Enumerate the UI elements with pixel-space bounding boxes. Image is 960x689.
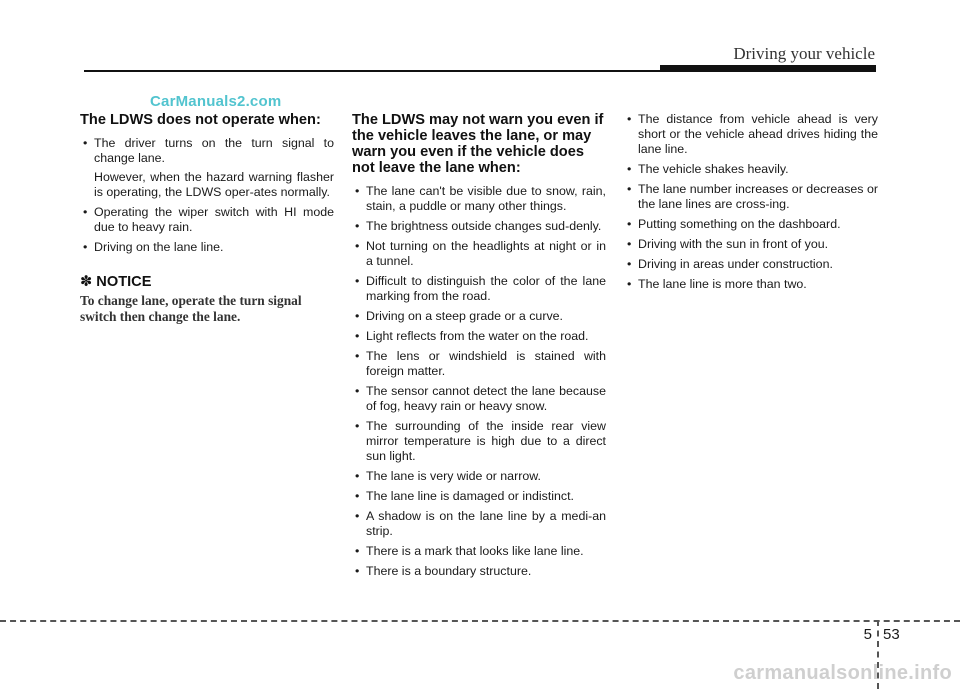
list-item — [352, 349, 606, 379]
list-item-text: Operating the wiper switch with HI mode due to heavy rain. — [94, 205, 334, 234]
list-item-text: The lane number increases or decreases or the lane lines are cross-ing. — [638, 182, 878, 211]
bullet: • — [355, 544, 360, 558]
footer-dashed-rule — [0, 620, 960, 622]
list-item-text: The lens or windshield is stained with foreign matter. — [366, 349, 606, 378]
bullet: • — [355, 309, 360, 323]
bullet: • — [355, 509, 360, 523]
header-rule-thick — [660, 65, 876, 72]
column-1-heading: The LDWS does not operate when: — [80, 112, 321, 128]
chapter-number: 5 — [863, 626, 872, 643]
list-item — [352, 544, 606, 559]
list-item — [352, 384, 606, 414]
list-item-text: The surrounding of the inside rear view mirror temperature is high due to a direct sun light. — [366, 419, 606, 463]
bullet: • — [83, 240, 88, 254]
list-item — [624, 257, 878, 272]
bullet: • — [355, 489, 360, 503]
list-item-text: The distance from vehicle ahead is very short or the vehicle ahead drives hiding the lane line. — [638, 112, 878, 156]
list-item — [352, 564, 606, 579]
bullet: • — [627, 112, 632, 126]
list-item-text: Driving on the lane line. — [94, 240, 224, 254]
list-item-text: The lane is very wide or narrow. — [366, 469, 541, 483]
list-item-text: The driver turns on the turn signal to change lane. — [94, 136, 334, 165]
header-rule-thin — [84, 70, 662, 72]
list-item-text: The lane can't be visible due to snow, rain, stain, a puddle or many other things. — [366, 184, 606, 213]
bullet: • — [627, 237, 632, 251]
list-item-text: There is a boundary structure. — [366, 564, 532, 578]
bullet: • — [627, 217, 632, 231]
column-2-heading: The LDWS may not warn you even if the vehicle leaves the lane, or may warn you even if the vehicle does not leave the lane when: — [352, 112, 604, 176]
list-item-text: Driving in areas under construction. — [638, 257, 833, 271]
bullet: • — [355, 419, 360, 433]
list-item — [352, 419, 606, 464]
list-item — [352, 219, 606, 234]
list-item — [352, 184, 606, 214]
notice-text: To change lane, operate the turn signal switch then change the lane. — [80, 293, 302, 324]
list-item-text: There is a mark that looks like lane line. — [366, 544, 584, 558]
list-item — [80, 136, 334, 200]
list-item-text: The lane line is more than two. — [638, 277, 807, 291]
list-item-text: Light reflects from the water on the road. — [366, 329, 589, 343]
bullet: • — [627, 257, 632, 271]
list-item — [352, 509, 606, 539]
watermark-top: CarManuals2.com — [150, 93, 282, 110]
list-item-subtext: However, when the hazard warning flasher is operating, the LDWS oper-ates normally. — [94, 170, 334, 199]
list-item — [80, 205, 334, 235]
list-item — [624, 277, 878, 292]
asterisk-icon: ✽ — [80, 274, 93, 290]
notice-label: NOTICE — [96, 274, 152, 290]
column-1 — [80, 112, 334, 325]
bullet: • — [355, 384, 360, 398]
list-item-text: The brightness outside changes sud-denly. — [366, 219, 602, 233]
page-number: 53 — [883, 626, 900, 643]
column-1-list — [80, 136, 334, 255]
list-item-text: The vehicle shakes heavily. — [638, 162, 789, 176]
list-item — [624, 237, 878, 252]
bullet: • — [355, 349, 360, 363]
list-item-text: Putting something on the dashboard. — [638, 217, 841, 231]
list-item — [352, 469, 606, 484]
list-item — [352, 239, 606, 269]
list-item-text: A shadow is on the lane line by a medi-an strip. — [366, 509, 606, 538]
list-item-text: Driving with the sun in front of you. — [638, 237, 829, 251]
list-item-text: The lane line is damaged or indistinct. — [366, 489, 575, 503]
watermark-bottom: carmanualsonline.info — [733, 662, 952, 684]
column-2 — [352, 112, 606, 584]
list-item-text: Not turning on the headlights at night or in a tunnel. — [366, 239, 606, 268]
bullet: • — [355, 564, 360, 578]
list-item — [352, 274, 606, 304]
list-item — [352, 329, 606, 344]
list-item — [352, 309, 606, 324]
column-3 — [624, 112, 878, 297]
section-title: Driving your vehicle — [733, 44, 875, 63]
bullet: • — [355, 274, 360, 288]
column-3-list — [624, 112, 878, 292]
bullet: • — [355, 239, 360, 253]
bullet: • — [355, 469, 360, 483]
bullet: • — [627, 277, 632, 291]
bullet: • — [627, 162, 632, 176]
list-item — [624, 182, 878, 212]
list-item — [352, 489, 606, 504]
bullet: • — [355, 329, 360, 343]
bullet: • — [627, 182, 632, 196]
list-item — [624, 112, 878, 157]
bullet: • — [355, 184, 360, 198]
list-item-text: Difficult to distinguish the color of the lane marking from the road. — [366, 274, 606, 303]
column-2-list — [352, 184, 606, 579]
bullet: • — [355, 219, 360, 233]
list-item — [624, 217, 878, 232]
list-item-text: The sensor cannot detect the lane because of fog, heavy rain or heavy snow. — [366, 384, 606, 413]
notice-heading — [80, 273, 334, 290]
list-item — [80, 240, 334, 255]
bullet: • — [83, 205, 88, 219]
list-item-text: Driving on a steep grade or a curve. — [366, 309, 563, 323]
list-item — [624, 162, 878, 177]
bullet: • — [83, 136, 88, 150]
